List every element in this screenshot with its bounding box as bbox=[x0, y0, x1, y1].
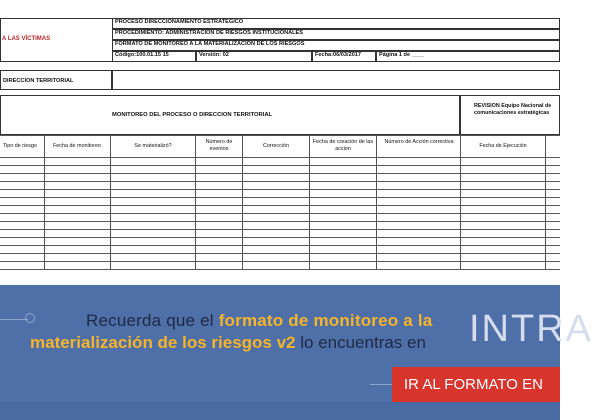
grid-line bbox=[195, 135, 196, 270]
grid-line bbox=[0, 253, 560, 254]
decorative-line bbox=[0, 319, 28, 320]
review-title: REVISION Equipo Nacional de comunicaciones estratégicas bbox=[474, 103, 552, 116]
grid-line bbox=[545, 135, 546, 270]
grid-line bbox=[0, 165, 560, 166]
code-cell: Código:100.01.15 15 bbox=[112, 51, 196, 62]
grid-line bbox=[0, 269, 560, 270]
grid-line bbox=[44, 135, 45, 270]
decorative-circle-icon bbox=[25, 313, 35, 323]
grid-line bbox=[0, 261, 560, 262]
page-cell: Página 1 de ____ bbox=[376, 51, 560, 62]
grid-line bbox=[0, 189, 560, 190]
grid-line bbox=[0, 213, 560, 214]
format-title: FORMATO DE MONITOREO A LA MATERIALIZACION DE LOS RIESGOS bbox=[112, 40, 560, 51]
col-fecha-creacion: Fecha de creación de las accion bbox=[312, 139, 374, 152]
col-fecha-monitoreo: Fecha de monitoreo bbox=[53, 143, 101, 149]
banner-highlight: formato de monitoreo a la bbox=[218, 311, 433, 330]
grid-line bbox=[460, 135, 461, 270]
banner-message-line1 bbox=[86, 311, 432, 331]
col-numero-accion: Número de Acción correctiva bbox=[384, 139, 454, 145]
banner-footer bbox=[0, 402, 560, 420]
grid-line bbox=[0, 173, 560, 174]
logo-text: A LAS VÍCTIMAS bbox=[2, 36, 51, 42]
grid-line bbox=[0, 229, 560, 230]
version-cell: Versión: 02 bbox=[196, 51, 312, 62]
banner-message-line2 bbox=[30, 333, 426, 353]
logo-cell bbox=[0, 18, 112, 62]
grid-line bbox=[0, 237, 560, 238]
grid-line bbox=[0, 205, 560, 206]
process-title: PROCESO DIRECCIONAMIENTO ESTRATEGICO bbox=[112, 18, 560, 29]
grid-line bbox=[0, 245, 560, 246]
col-numero-eventos: Número de eventos bbox=[205, 139, 233, 152]
territorial-value[interactable] bbox=[112, 70, 560, 90]
grid-line bbox=[0, 221, 560, 222]
banner-text: lo encuentras en bbox=[295, 333, 426, 352]
grid-line bbox=[0, 181, 560, 182]
grid-line bbox=[0, 197, 560, 198]
procedure-title: PROCEDIMIENTO: ADMINISTRACION DE RIESGOS INSTITUCIONALES bbox=[112, 29, 560, 40]
grid-line bbox=[376, 135, 377, 270]
date-cell: Fecha:06/03/2017 bbox=[312, 51, 376, 62]
monitor-title: MONITOREO DEL PROCESO O DIRECCION TERRITORIAL bbox=[112, 112, 273, 118]
grid-line bbox=[110, 135, 111, 270]
grid-line bbox=[309, 135, 310, 270]
decorative-line bbox=[370, 384, 392, 385]
go-to-format-button[interactable]: IR AL FORMATO EN bbox=[392, 367, 560, 402]
col-se-materializo: Se materializó? bbox=[134, 143, 172, 149]
col-correccion: Corrección bbox=[262, 143, 290, 149]
banner-highlight: materialización de los riesgos v2 bbox=[30, 333, 296, 352]
col-fecha-ejecucion: Fecha de Ejecución bbox=[479, 143, 527, 149]
col-tipo-riesgo: Tipo de riesgo bbox=[3, 143, 37, 149]
banner-text: Recuerda que el bbox=[86, 311, 219, 330]
intranet-wordmark: INTRA bbox=[469, 308, 593, 350]
grid-line bbox=[0, 157, 560, 158]
territorial-label: DIRECCION TERRITORIAL bbox=[0, 70, 112, 90]
grid-line bbox=[242, 135, 243, 270]
grid-line bbox=[0, 135, 560, 136]
